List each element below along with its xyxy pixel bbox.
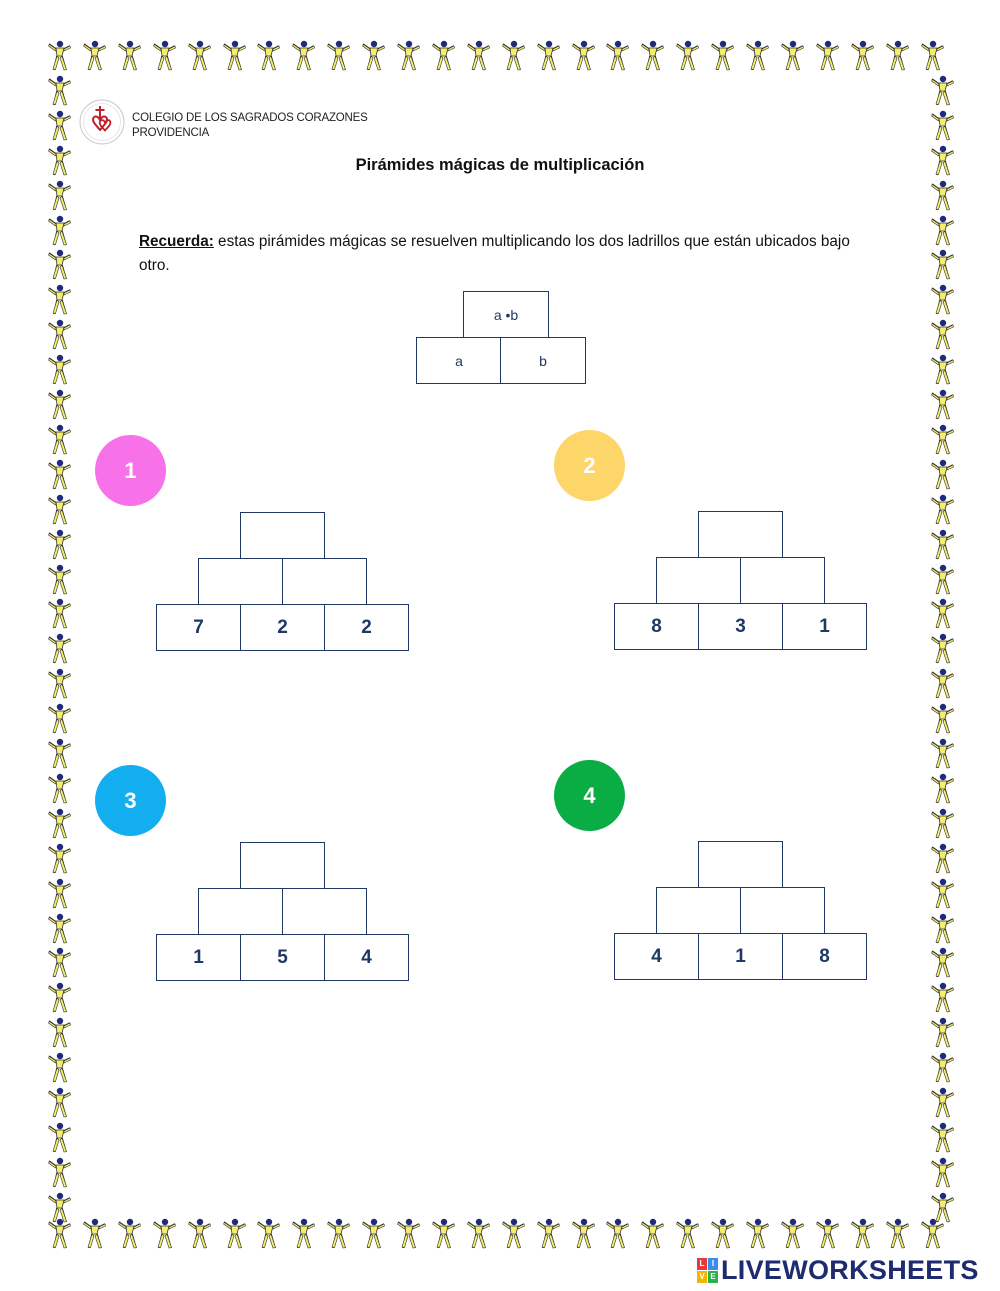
kid-figure-icon	[928, 75, 956, 107]
kid-figure-icon	[928, 773, 956, 805]
middle-brick	[282, 888, 367, 935]
middle-brick	[198, 888, 283, 935]
kid-figure-icon	[848, 40, 876, 72]
middle-brick	[740, 887, 825, 934]
middle-brick	[282, 558, 367, 605]
kid-figure-icon	[45, 1017, 73, 1049]
reminder-label: Recuerda:	[139, 233, 214, 250]
reminder-text	[139, 230, 879, 278]
kid-figure-icon	[708, 40, 736, 72]
kid-figure-icon	[499, 40, 527, 72]
kid-figure-icon	[45, 249, 73, 281]
kid-figure-icon	[743, 1218, 771, 1250]
kid-figure-icon	[928, 110, 956, 142]
kid-figure-icon	[603, 1218, 631, 1250]
kid-figure-icon	[883, 40, 911, 72]
kid-figure-icon	[928, 494, 956, 526]
kid-figure-icon	[464, 1218, 492, 1250]
kid-figure-icon	[394, 40, 422, 72]
answer-input[interactable]	[293, 897, 355, 926]
kid-figure-icon	[220, 1218, 248, 1250]
exercise-number-badge: 4	[554, 760, 625, 831]
kid-figure-icon	[45, 354, 73, 386]
kid-figure-icon	[45, 284, 73, 316]
kid-figure-icon	[254, 1218, 282, 1250]
kid-figure-icon	[359, 1218, 387, 1250]
exercise-number-badge: 2	[554, 430, 625, 501]
kid-figure-icon	[359, 40, 387, 72]
school-name-line2: PROVIDENCIA	[132, 127, 210, 139]
answer-input[interactable]	[667, 896, 729, 925]
reminder-body: estas pirámides mágicas se resuelven multiplicando los dos ladrillos que están ubicados bajo otro.	[139, 233, 850, 274]
bottom-brick: 4	[324, 934, 409, 981]
kid-figure-icon	[928, 703, 956, 735]
kid-figure-icon	[534, 1218, 562, 1250]
kid-figure-icon	[928, 284, 956, 316]
bottom-brick: 5	[240, 934, 325, 981]
kid-figure-icon	[45, 668, 73, 700]
top-brick	[240, 842, 325, 889]
logo-letter: I	[708, 1258, 718, 1270]
kid-figure-icon	[289, 1218, 317, 1250]
kid-figure-icon	[883, 1218, 911, 1250]
kid-figure-icon	[928, 389, 956, 421]
kid-figure-icon	[928, 424, 956, 456]
answer-input[interactable]	[751, 566, 813, 595]
kid-figure-icon	[150, 1218, 178, 1250]
top-brick	[698, 511, 783, 558]
kid-figure-icon	[45, 529, 73, 561]
kid-figure-icon	[848, 1218, 876, 1250]
kid-figure-icon	[603, 40, 631, 72]
kid-figure-icon	[254, 40, 282, 72]
kid-figure-icon	[928, 1017, 956, 1049]
answer-input[interactable]	[209, 897, 271, 926]
kid-figure-icon	[928, 215, 956, 247]
bottom-brick: 2	[240, 604, 325, 651]
kid-figure-icon	[928, 598, 956, 630]
kid-figure-icon	[45, 1087, 73, 1119]
kid-figure-icon	[928, 633, 956, 665]
bottom-brick: 2	[324, 604, 409, 651]
kid-figure-icon	[80, 1218, 108, 1250]
kid-figure-icon	[45, 738, 73, 770]
kid-figure-icon	[743, 40, 771, 72]
kid-figure-icon	[673, 40, 701, 72]
liveworksheets-logo-icon	[697, 1258, 718, 1283]
kid-figure-icon	[534, 40, 562, 72]
school-logo-icon	[78, 98, 126, 146]
bottom-brick: 8	[614, 603, 699, 650]
kid-figure-icon	[45, 389, 73, 421]
kid-figure-icon	[45, 75, 73, 107]
kid-figure-icon	[45, 424, 73, 456]
kid-figure-icon	[289, 40, 317, 72]
kid-figure-icon	[45, 773, 73, 805]
answer-input[interactable]	[293, 567, 355, 596]
answer-input[interactable]	[667, 566, 729, 595]
kid-figure-icon	[185, 40, 213, 72]
answer-input[interactable]	[209, 567, 271, 596]
kid-figure-icon	[45, 1157, 73, 1189]
kid-figure-icon	[429, 40, 457, 72]
bottom-brick: 1	[156, 934, 241, 981]
middle-brick	[656, 887, 741, 934]
bottom-brick: 8	[782, 933, 867, 980]
liveworksheets-brand	[697, 1256, 979, 1284]
kid-figure-icon	[928, 982, 956, 1014]
kid-figure-icon	[45, 110, 73, 142]
kid-figure-icon	[150, 40, 178, 72]
example-brick-left: a	[416, 337, 502, 384]
kid-figure-icon	[928, 808, 956, 840]
kid-figure-icon	[638, 1218, 666, 1250]
kid-figure-icon	[499, 1218, 527, 1250]
kid-figure-icon	[80, 40, 108, 72]
bottom-brick: 1	[782, 603, 867, 650]
kid-figure-icon	[45, 633, 73, 665]
school-name-line1: COLEGIO DE LOS SAGRADOS CORAZONES	[132, 112, 368, 124]
kid-figure-icon	[673, 1218, 701, 1250]
kid-figure-icon	[928, 1122, 956, 1154]
kid-figure-icon	[429, 1218, 457, 1250]
kid-figure-icon	[778, 40, 806, 72]
kid-figure-icon	[45, 494, 73, 526]
exercise-number-badge: 1	[95, 435, 166, 506]
kid-figure-icon	[45, 808, 73, 840]
kid-figure-icon	[928, 1157, 956, 1189]
kid-figure-icon	[324, 1218, 352, 1250]
kid-figure-icon	[569, 40, 597, 72]
kid-figure-icon	[324, 40, 352, 72]
kid-figure-icon	[464, 40, 492, 72]
exercise-number-badge: 3	[95, 765, 166, 836]
kid-figure-icon	[569, 1218, 597, 1250]
answer-input[interactable]	[251, 521, 313, 550]
kid-figure-icon	[928, 878, 956, 910]
kid-figure-icon	[928, 947, 956, 979]
kid-figure-icon	[813, 1218, 841, 1250]
kid-figure-icon	[220, 40, 248, 72]
kid-figure-icon	[45, 843, 73, 875]
kid-figure-icon	[928, 529, 956, 561]
bottom-brick: 3	[698, 603, 783, 650]
kid-figure-icon	[928, 180, 956, 212]
kid-figure-icon	[45, 598, 73, 630]
logo-letter: V	[697, 1271, 707, 1283]
logo-letter: E	[708, 1271, 718, 1283]
kid-figure-icon	[928, 1192, 956, 1224]
bottom-brick: 1	[698, 933, 783, 980]
kid-figure-icon	[638, 40, 666, 72]
kid-figure-icon	[928, 913, 956, 945]
middle-brick	[656, 557, 741, 604]
answer-input[interactable]	[751, 896, 813, 925]
kid-figure-icon	[708, 1218, 736, 1250]
kid-figure-icon	[115, 1218, 143, 1250]
kid-figure-icon	[928, 319, 956, 351]
middle-brick	[198, 558, 283, 605]
kid-figure-icon	[45, 319, 73, 351]
kid-figure-icon	[928, 668, 956, 700]
top-brick	[698, 841, 783, 888]
middle-brick	[740, 557, 825, 604]
kid-figure-icon	[928, 459, 956, 491]
kid-figure-icon	[928, 843, 956, 875]
kid-figure-icon	[45, 180, 73, 212]
kid-figure-icon	[45, 1052, 73, 1084]
kid-figure-icon	[928, 354, 956, 386]
kid-figure-icon	[45, 913, 73, 945]
kid-figure-icon	[928, 249, 956, 281]
kid-figure-icon	[813, 40, 841, 72]
kid-figure-icon	[45, 878, 73, 910]
answer-input[interactable]	[251, 851, 313, 880]
kid-figure-icon	[928, 564, 956, 596]
kid-figure-icon	[45, 1122, 73, 1154]
example-brick-top: a •b	[463, 291, 549, 338]
kid-figure-icon	[394, 1218, 422, 1250]
answer-input[interactable]	[709, 520, 771, 549]
page-title: Pirámides mágicas de multiplicación	[355, 156, 645, 174]
kid-figure-icon	[115, 40, 143, 72]
kid-figure-icon	[45, 215, 73, 247]
kid-figure-icon	[45, 982, 73, 1014]
kid-figure-icon	[45, 564, 73, 596]
kid-figure-icon	[45, 459, 73, 491]
kid-figure-icon	[45, 1192, 73, 1224]
kid-figure-icon	[45, 703, 73, 735]
kid-figure-icon	[45, 947, 73, 979]
logo-letter: L	[697, 1258, 707, 1270]
answer-input[interactable]	[709, 850, 771, 879]
bottom-brick: 7	[156, 604, 241, 651]
kid-figure-icon	[928, 1087, 956, 1119]
kid-figure-icon	[778, 1218, 806, 1250]
kid-figure-icon	[928, 738, 956, 770]
example-brick-right: b	[500, 337, 586, 384]
kid-figure-icon	[928, 1052, 956, 1084]
kid-figure-icon	[185, 1218, 213, 1250]
top-brick	[240, 512, 325, 559]
school-name	[132, 111, 368, 141]
bottom-brick: 4	[614, 933, 699, 980]
kid-figure-icon	[45, 40, 73, 72]
liveworksheets-wordmark: LIVEWORKSHEETS	[721, 1254, 979, 1285]
kid-figure-icon	[918, 40, 946, 72]
